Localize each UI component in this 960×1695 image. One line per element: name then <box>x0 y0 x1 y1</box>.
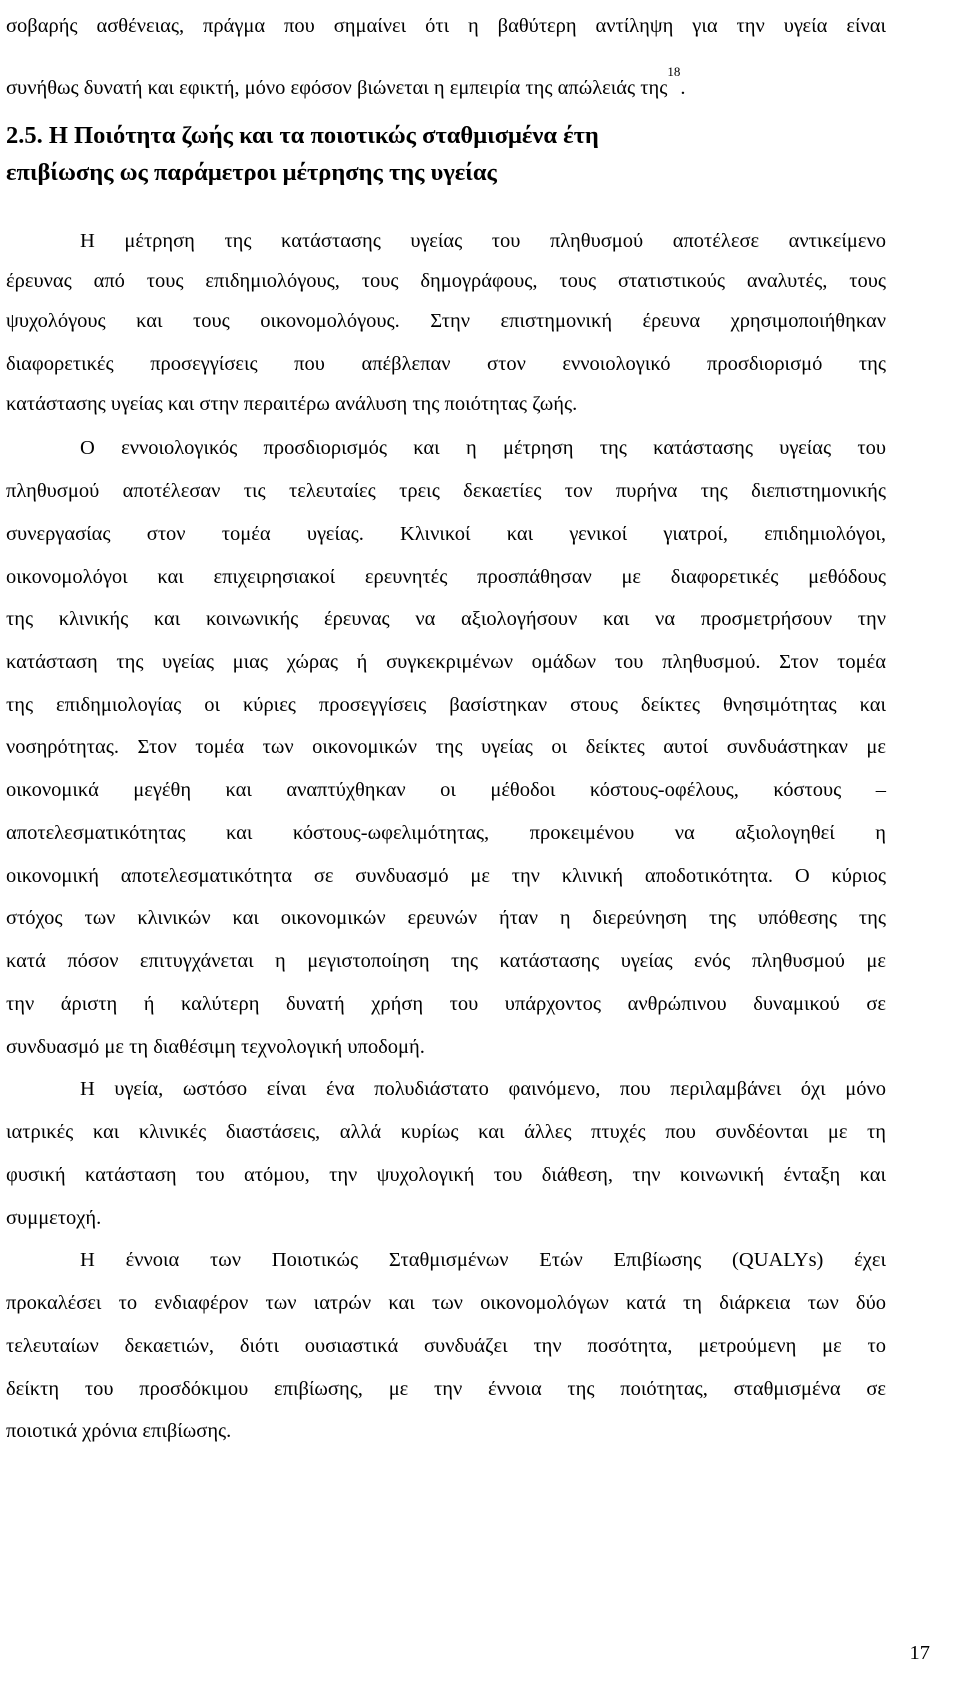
text-line-with-footnote <box>6 64 886 100</box>
section-heading-line-2: επιβίωσης ως παράμετροι μέτρησης της υγείας <box>6 159 497 186</box>
text-line: κατάσταση της υγείας μιας χώρας ή συγκεκριμένων ομάδων του πληθυσμού. Στον τομέα <box>6 651 886 673</box>
text-line: της κλινικής και κοινωνικής έρευνας να αξιολογήσουν και να προσμετρήσουν την <box>6 608 886 630</box>
text-line: συνήθως δυνατή και εφικτή, μόνο εφόσον βιώνεται η εμπειρία της απώλειάς της <box>6 77 668 99</box>
text-line: τελευταίων δεκαετιών, διότι ουσιαστικά συνδυάζει την ποσότητα, μετρούμενη με το <box>6 1335 886 1357</box>
text-line: προκαλέσει το ενδιαφέρον των ιατρών και των οικονομολόγων κατά τη διάρκεια των δύο <box>6 1292 886 1314</box>
text-line: νοσηρότητας. Στον τομέα των οικονομικών της υγείας οι δείκτες αυτοί συνδυάστηκαν με <box>6 736 886 758</box>
text-line: κατάστασης υγείας και στην περαιτέρω ανάλυση της ποιότητας ζωής. <box>6 393 578 415</box>
text-line: έρευνας από τους επιδημιολόγους, τους δημογράφους, τους στατιστικούς αναλυτές, τους <box>6 270 886 292</box>
text-line: κατά πόσον επιτυγχάνεται η μεγιστοποίηση της κατάστασης υγείας ενός πληθυσμού με <box>6 950 886 972</box>
text-line: Ο εννοιολογικός προσδιορισμός και η μέτρηση της κατάστασης υγείας του <box>80 437 886 459</box>
text-line: φυσική κατάσταση του ατόμου, την ψυχολογική του διάθεση, την κοινωνική ένταξη και <box>6 1164 886 1186</box>
section-heading-line-1: 2.5. Η Ποιότητα ζωής και τα ποιοτικώς σταθμισμένα έτη <box>6 122 599 149</box>
text-line: Η έννοια των Ποιοτικώς Σταθμισμένων Ετών Επιβίωσης (QUALYs) έχει <box>80 1249 886 1271</box>
text-line: διαφορετικές προσεγγίσεις που απέβλεπαν στον εννοιολογικό προσδιορισμό της <box>6 353 886 375</box>
footnote-marker[interactable]: 18 <box>667 64 681 79</box>
text-line: οικονομική αποτελεσματικότητα σε συνδυασμό με την κλινική αποδοτικότητα. Ο κύριος <box>6 865 886 887</box>
text-line: σοβαρής ασθένειας, πράγμα που σημαίνει ότι η βαθύτερη αντίληψη για την υγεία είναι <box>6 15 886 37</box>
text-line: στόχος των κλινικών και οικονομικών ερευνών ήταν η διερεύνηση της υπόθεσης της <box>6 907 886 929</box>
page-number: 17 <box>909 1642 930 1664</box>
text-line: οικονομολόγοι και επιχειρησιακοί ερευνητές προσπάθησαν με διαφορετικές μεθόδους <box>6 566 886 588</box>
text-line: συνδυασμό με τη διαθέσιμη τεχνολογική υποδομή. <box>6 1036 425 1058</box>
sentence-end: . <box>680 77 686 99</box>
text-line: πληθυσμού αποτέλεσαν τις τελευταίες τρεις δεκαετίες τον πυρήνα της διεπιστημονικής <box>6 480 886 502</box>
text-line: ψυχολόγους και τους οικονομολόγους. Στην επιστημονική έρευνα χρησιμοποιήθηκαν <box>6 310 886 332</box>
text-line: ιατρικές και κλινικές διαστάσεις, αλλά κυρίως και άλλες πτυχές που συνδέονται με τη <box>6 1121 886 1143</box>
text-line: δείκτη του προσδόκιμου επιβίωσης, με την έννοια της ποιότητας, σταθμισμένα σε <box>6 1378 886 1400</box>
text-line: Η μέτρηση της κατάστασης υγείας του πληθυσμού αποτέλεσε αντικείμενο <box>80 230 886 252</box>
text-line: ποιοτικά χρόνια επιβίωσης. <box>6 1420 232 1442</box>
text-line: την άριστη ή καλύτερη δυνατή χρήση του υπάρχοντος ανθρώπινου δυναμικού σε <box>6 993 886 1015</box>
text-line: της επιδημιολογίας οι κύριες προσεγγίσεις βασίστηκαν στους δείκτες θνησιμότητας και <box>6 694 886 716</box>
text-line: οικονομικά μεγέθη και αναπτύχθηκαν οι μέθοδοι κόστους-οφέλους, κόστους – <box>6 779 886 801</box>
text-line: αποτελεσματικότητας και κόστους-ωφελιμότητας, προκειμένου να αξιολογηθεί η <box>6 822 886 844</box>
text-line: συνεργασίας στον τομέα υγείας. Κλινικοί και γενικοί γιατροί, επιδημιολόγοι, <box>6 523 886 545</box>
text-line: Η υγεία, ωστόσο είναι ένα πολυδιάστατο φαινόμενο, που περιλαμβάνει όχι μόνο <box>80 1078 886 1100</box>
text-line: συμμετοχή. <box>6 1207 102 1229</box>
